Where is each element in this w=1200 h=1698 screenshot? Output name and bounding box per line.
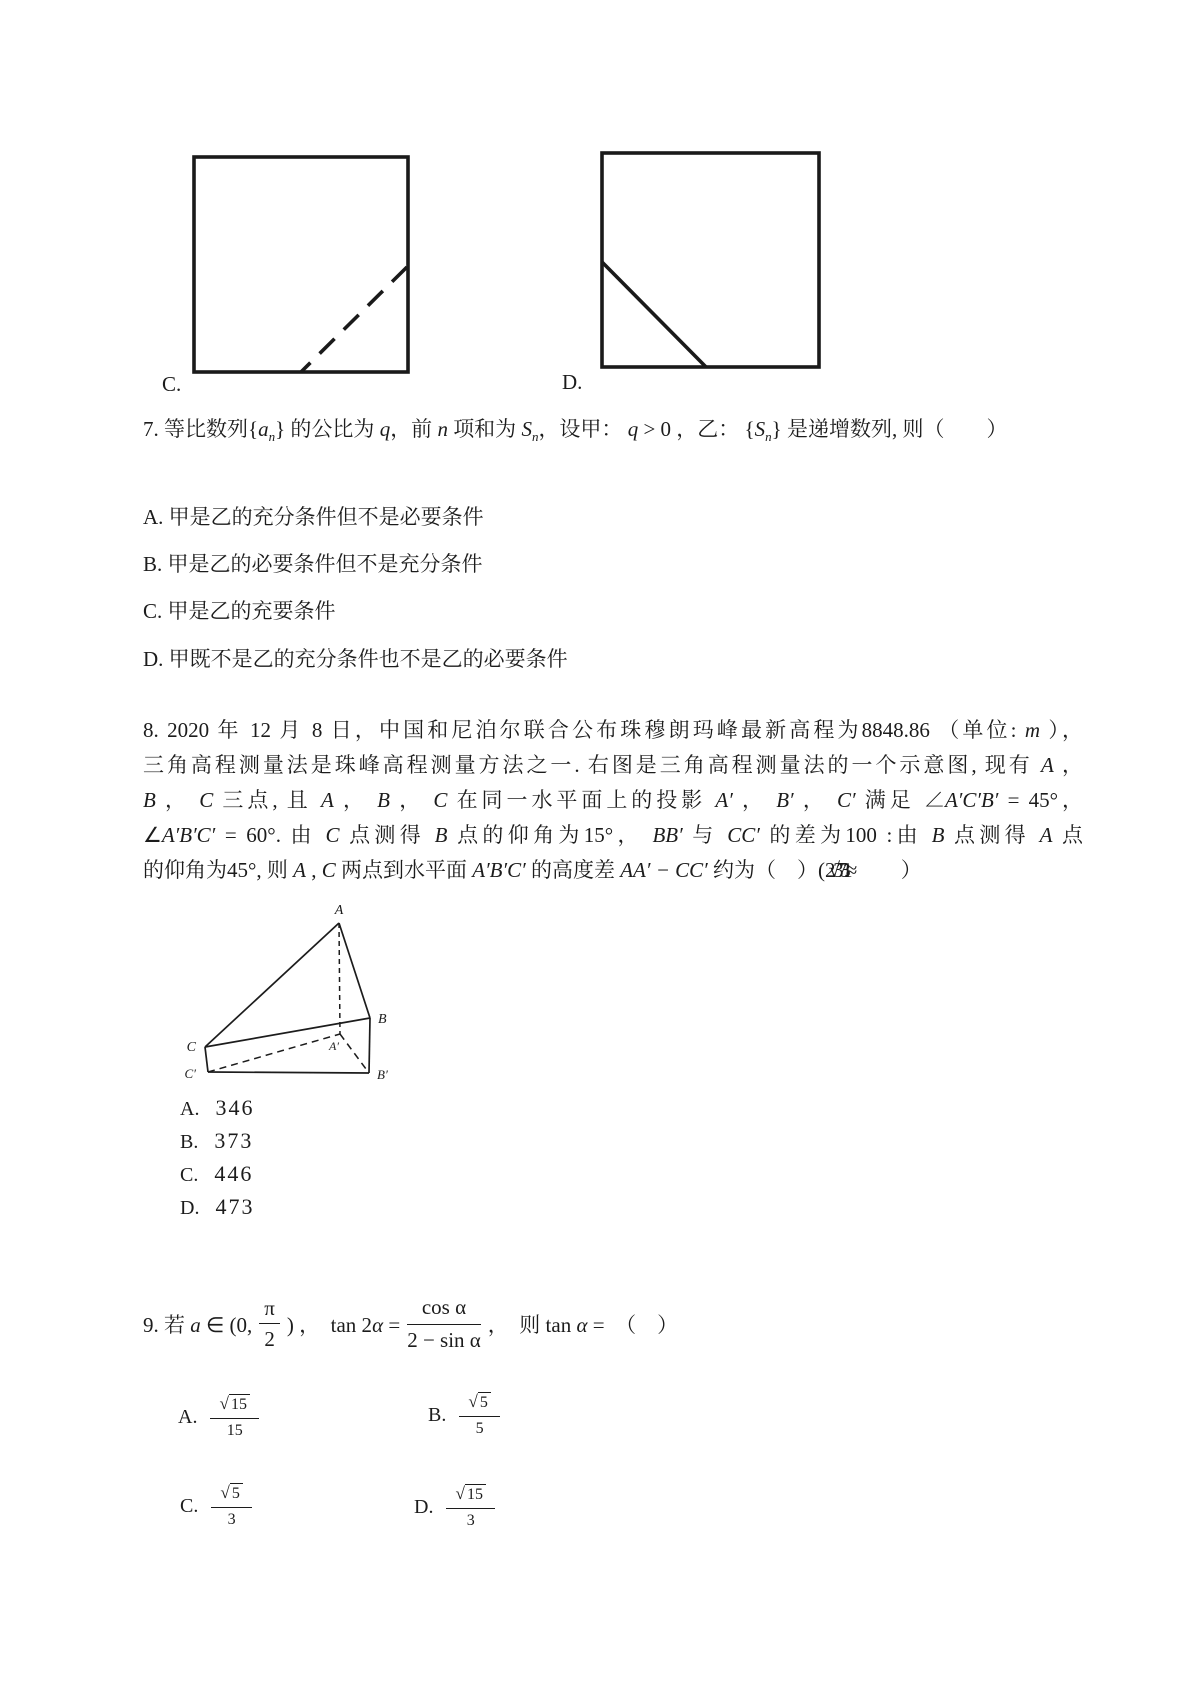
edge-cprime-aprime-dashed [208,1034,340,1072]
radical-sign: √ [455,1484,465,1503]
radical-sign: √ [219,1394,229,1413]
q9-option-d-denominator: 3 [466,1512,475,1529]
q9-option-b [428,1392,507,1438]
square-d-solid-diagonal-line [602,262,706,367]
q9-option-b-radicand: 5 [478,1392,491,1412]
q9-frac1-denominator: 2 [264,1327,275,1351]
q8-line-1: 8. 2020 年 12 月 8 日，中国和尼泊尔联合公布珠穆朗玛峰最新高程为8848.86 （单位: m ）， [143,718,1083,742]
q9-stem-middle: ) ， tan 2α = [286,1313,401,1337]
q8-option-b [180,1128,253,1154]
q7-option-d: D. 甲既不是乙的充分条件也不是乙的必要条件 [143,647,568,671]
q7-option-b: B. 甲是乙的必要条件但不是充分条件 [143,552,483,576]
q9-option-a [178,1394,266,1440]
q8-option-d-letter: D. [180,1197,200,1219]
q9-option-d-fraction [446,1484,494,1530]
edge-cprime-bprime [208,1072,369,1073]
q8-line-4: ∠A′B′C′ = 60°. 由 C 点测得 B 点的仰角为15°， BB′ 与 CC′ 的差为100 :由 B 点测得 A 点 [143,823,1084,847]
q9-option-a-letter: A. [178,1405,198,1428]
q9-option-c-letter: C. [180,1494,199,1517]
q9-fraction-pi-over-2 [259,1296,280,1352]
q9-option-b-denominator: 5 [475,1420,484,1437]
question-7-stem: 7. 等比数列$\{a_n\}$ 的公比为 q，前 n 项和为 $S_n$，设甲： q > 0 ，乙： $\{S_n\}$ 是递增数列, 则（ ） [143,417,1008,444]
radical-sign: √ [468,1392,478,1411]
question-8-paragraph [143,713,1083,888]
q8-option-a-value: 346 [215,1095,255,1120]
triangulation-diagram [158,901,428,1091]
q8-option-a-letter: A. [180,1098,200,1120]
q9-option-b-fraction [459,1392,499,1438]
square-c-outline [194,157,408,372]
q9-option-c-denominator: 3 [227,1511,236,1528]
square-d-figure [600,151,821,370]
q7-option-c: C. 甲是乙的充要条件 [143,599,336,623]
diagram-point-label-b: B [378,1012,387,1027]
edge-aprime-bprime-dashed [340,1034,369,1073]
diagram-point-label-aprime: A′ [329,1039,339,1053]
q8-option-c-value: 446 [214,1161,254,1186]
q9-option-c-radicand: 5 [230,1483,243,1503]
square-c-dashed-diagonal-line [301,267,407,372]
q9-stem-suffix: ， 则 tan α = （ ） [487,1313,679,1337]
q7-option-a: A. 甲是乙的充分条件但不是必要条件 [143,505,484,529]
question-9-stem [143,1281,678,1367]
edge-a-c [205,923,339,1047]
square-d-outline [602,153,819,367]
square-c-figure [192,155,410,375]
q8-option-c [180,1161,253,1187]
q8-option-d [180,1194,254,1220]
q8-line-5: 的仰角为45°, 则 A , C 两点到水平面 A′B′C′ 的高度差 AA′ − CC′ 约为（ ）(2√373.1≈ ） [143,858,922,882]
q9-option-c [180,1483,259,1529]
q9-option-d-radicand: 15 [465,1484,486,1504]
edge-c-b [205,1018,370,1047]
q8-option-c-letter: C. [180,1164,199,1186]
edge-a-b [339,923,370,1018]
edge-a-aprime-dashed [339,923,340,1034]
diagram-point-label-cprime: C′ [184,1066,196,1081]
q8-option-d-value: 473 [215,1194,255,1219]
edge-b-bprime [369,1018,370,1073]
q9-option-b-letter: B. [428,1403,447,1426]
diagram-point-label-c: C [186,1040,196,1055]
q8-option-a [180,1095,254,1121]
radical-sign: √ [220,1483,230,1502]
q8-option-b-letter: B. [180,1131,199,1153]
q9-option-d-letter: D. [414,1495,434,1518]
q9-option-a-radicand: 15 [229,1394,250,1414]
q8-line-3: B ， C 三点, 且 A ， B ， C 在同一水平面上的投影 A′ ， B′ ， C′ 满足 ∠A′C′B′ = 45°， [143,788,1084,812]
figure-option-c-label: C. [162,372,182,396]
q8-line-2: 三角高程测量法是珠峰高程测量方法之一. 右图是三角高程测量法的一个示意图, 现有 A ， [143,753,1083,777]
q9-option-a-denominator: 15 [226,1422,243,1439]
q9-frac2-numerator: cos α [407,1295,481,1325]
q8-option-b-value: 373 [214,1128,254,1153]
q9-frac2-denominator: 2 − sin α [407,1328,481,1352]
diagram-point-label-bprime: B′ [377,1067,388,1082]
q9-option-a-fraction [210,1394,258,1440]
diagram-point-label-a: A [334,903,344,918]
q9-option-c-fraction [211,1483,251,1529]
q9-fraction-cos-expression [407,1295,481,1353]
q9-frac1-numerator: π [259,1296,280,1324]
q9-stem-prefix: 9. 若 a ∈ (0, [143,1313,253,1337]
q9-option-d [414,1484,502,1530]
edge-c-cprime [205,1047,208,1072]
figure-option-d-label: D. [562,370,583,394]
